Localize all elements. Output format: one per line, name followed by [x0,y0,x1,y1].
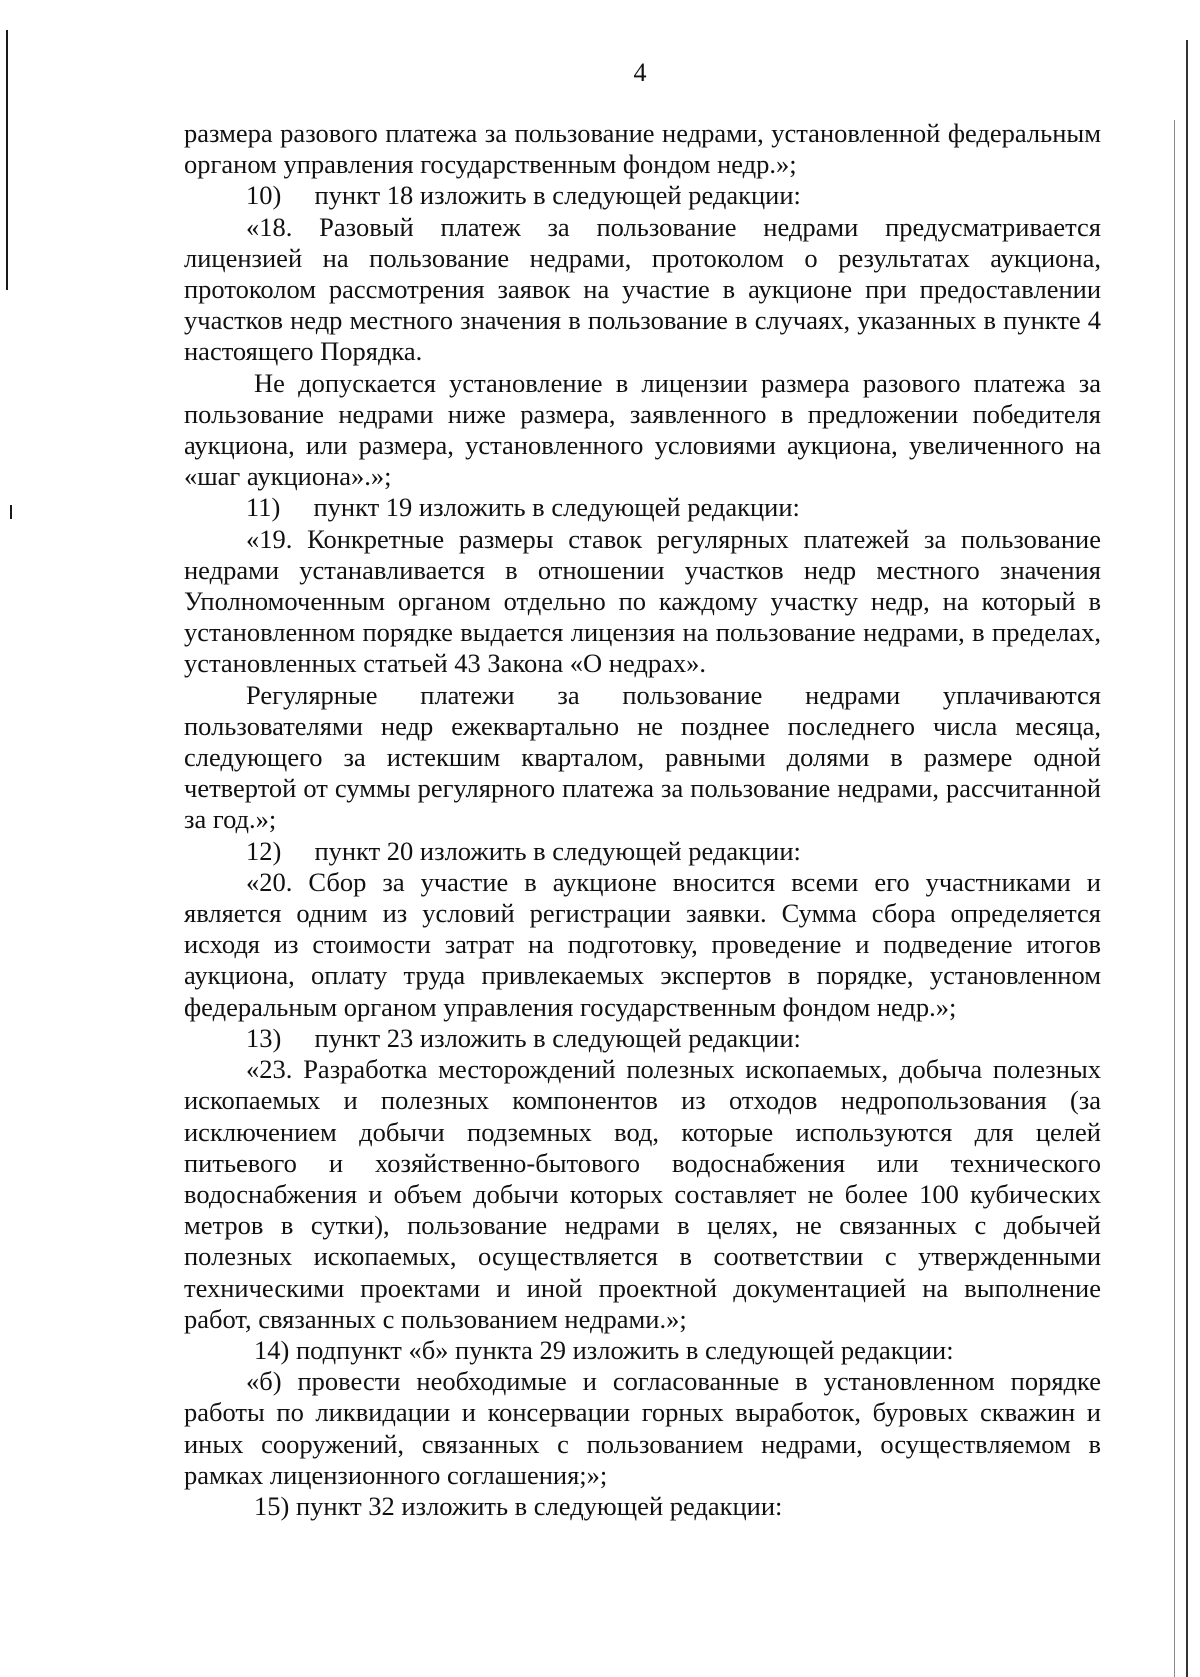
page-number: 4 [633,58,647,87]
scan-edge-right-2 [1174,120,1175,1677]
list-item-14: 14) подпункт «б» пункта 29 изложить в следующей редакции: [254,1334,954,1365]
document-body [184,118,1101,1522]
list-item-15: 15) пункт 32 изложить в следующей редакции: [254,1490,783,1521]
paragraph-18: «18. Разовый платеж за пользование недрами предусматривается лицензией на пользование недрами, протоколом о результатах аукциона, протоколом рассмотрения заявок на участие в аукционе при предоставлении участков недр местного значения в пользование в случаях, указанных в пункте 4 настоящего Порядка. [184,211,1101,367]
list-item-13: 13) пункт 23 изложить в следующей редакции: [246,1022,801,1053]
paragraph-29b: «б) провести необходимые и согласованные в установленном порядке работы по ликвидации и консервации горных выработок, буровых скважин и иных сооружений, связанных с пользованием недрами, осуществляемом в рамках лицензионного соглашения;»; [184,1366,1101,1490]
paragraph-23: «23. Разработка месторождений полезных ископаемых, добыча полезных ископаемых и полезных компонентов из отходов недропользования (за исключением добычи подземных вод, которые используются для целей питьевого и хозяйственно-бытового водоснабжения или технического водоснабжения и объем добычи которых составляет не более 100 кубических метров в сутки), пользование недрами в целях, не связанных с добычей полезных ископаемых, осуществляется в соответствии с утвержденными техническими проектами и иной проектной документацией на выполнение работ, связанных с пользованием недрами.»; [184,1054,1101,1334]
paragraph-19-second: Регулярные платежи за пользование недрами уплачиваются пользователями недр ежеквартально не позднее последнего числа месяца, следующего за истекшим кварталом, равными долями в размере одной четвертой от суммы регулярного платежа за пользование недрами, рассчитанной за год.»; [184,679,1101,835]
scan-mark-left [10,505,12,519]
list-item-10: 10) пункт 18 изложить в следующей редакции: [246,180,801,211]
paragraph-20: «20. Сбор за участие в аукционе вносится всеми его участниками и является одним из условий регистрации заявки. Сумма сбора определяется исходя из стоимости затрат на подготовку, проведение и подведение итогов аукциона, оплату труда привлекаемых экспертов в порядке, установленном федеральным органом управления государственным фондом недр.»; [184,866,1101,1022]
list-item-12: 12) пункт 20 изложить в следующей редакции: [246,835,801,866]
paragraph-19: «19. Конкретные размеры ставок регулярных платежей за пользование недрами устанавливается в отношении участков недр местного значения Уполномоченным органом отдельно по каждому участку недр, на который в установленном порядке выдается лицензия на пользование недрами, в пределах, установленных статьей 43 Закона «О недрах». [184,523,1101,679]
list-item-11: 11) пункт 19 изложить в следующей редакции: [246,492,800,523]
scan-edge-right [1186,40,1188,1677]
paragraph-continuation: размера разового платежа за пользование недрами, установленной федеральным органом управления государственным фондом недр.»; [184,118,1101,180]
paragraph-18-second: Не допускается установление в лицензии размера разового платежа за пользование недрами ниже размера, заявленного в предложении победителя аукциона, или размера, установленного условиями аукциона, увеличенного на «шаг аукциона».»; [184,367,1101,492]
